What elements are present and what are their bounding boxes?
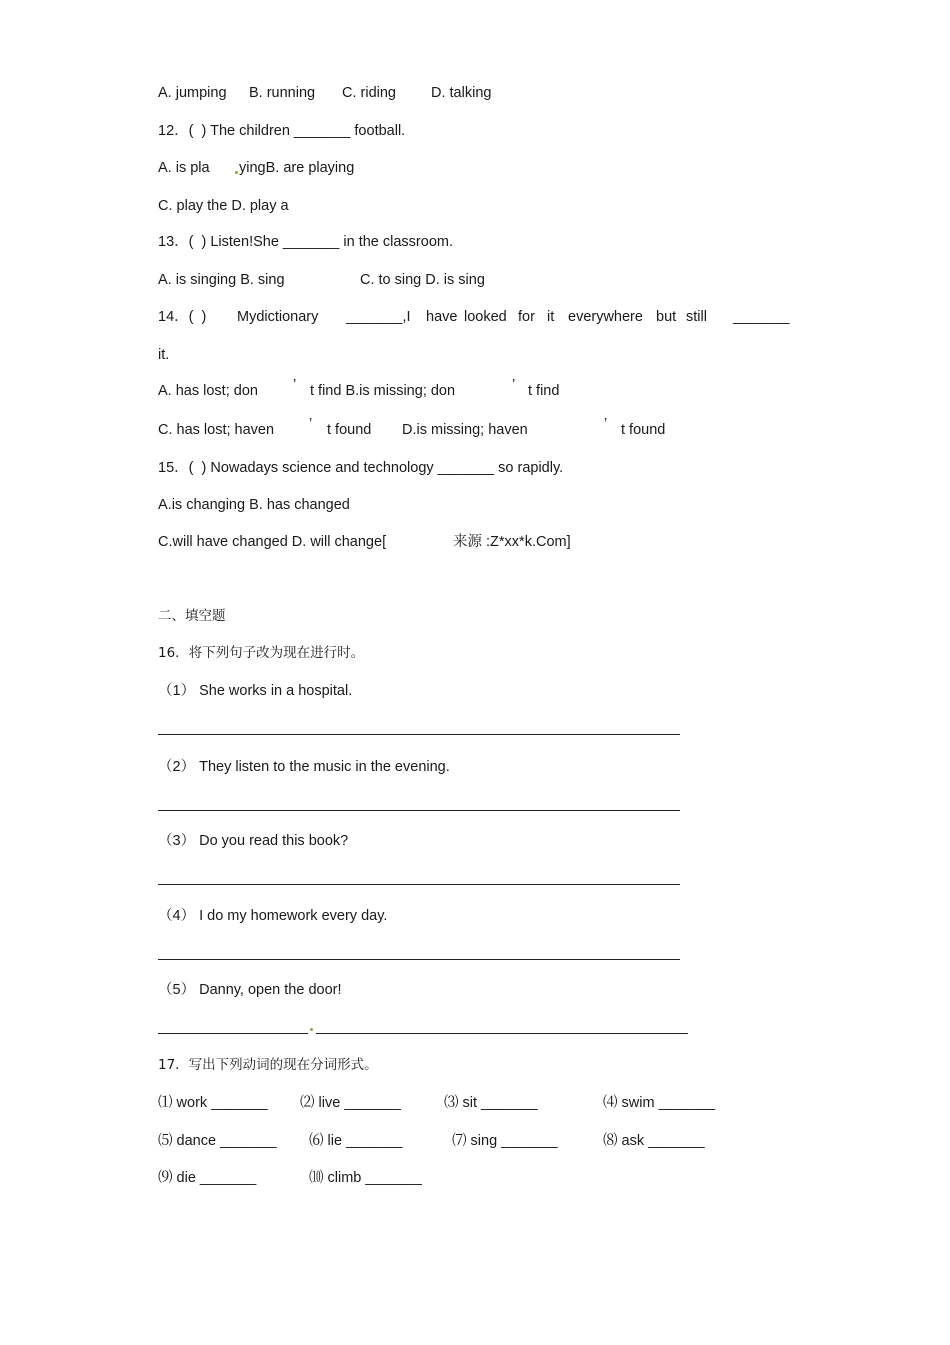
q14-continuation: it. bbox=[158, 347, 170, 363]
apostrophe: ’ bbox=[309, 416, 313, 432]
q16-item: （2） They listen to the music in the evening. bbox=[158, 759, 450, 775]
q14-option-ab: t find B.is missing; don bbox=[310, 383, 456, 399]
q17-item: ⑴ work _______ bbox=[158, 1095, 268, 1111]
section-title: 二、填空题 bbox=[158, 608, 226, 624]
q14-number: 14．( ) bbox=[158, 309, 207, 325]
q14-word: but bbox=[656, 309, 677, 325]
q17-item: ⑵ live _______ bbox=[300, 1095, 401, 1111]
answer-blank-line[interactable] bbox=[158, 884, 680, 885]
q13-options-ab: A. is singing B. sing bbox=[158, 272, 285, 288]
q15-stem: 15．( ) Nowadays science and technology _______ so rapidly. bbox=[158, 460, 564, 476]
q17-item: ⑸ dance _______ bbox=[158, 1133, 277, 1149]
q14-word: everywhere bbox=[568, 309, 643, 325]
q17-stem: 17．写出下列动词的现在分词形式。 bbox=[158, 1057, 378, 1073]
q17-item: ⑺ sing _______ bbox=[452, 1133, 558, 1149]
answer-blank-line[interactable] bbox=[158, 734, 680, 735]
answer-blank-line[interactable] bbox=[158, 1033, 308, 1034]
q14-word: still bbox=[686, 309, 707, 325]
stray-mark-icon bbox=[235, 171, 238, 174]
q14-word: have bbox=[426, 309, 458, 325]
source-watermark-text: 来源 :Z*xx*k.Com] bbox=[453, 534, 571, 550]
q17-item: ⑹ lie _______ bbox=[309, 1133, 403, 1149]
q13-stem: 13．( ) Listen!She _______ in the classroom. bbox=[158, 234, 453, 250]
q14-word: Mydictionary bbox=[237, 309, 319, 325]
q17-item: ⑻ ask _______ bbox=[603, 1133, 705, 1149]
q12-stem: 12．( ) The children _______ football. bbox=[158, 123, 406, 139]
q17-item: ⑶ sit _______ bbox=[444, 1095, 538, 1111]
q14-option-b-end: t find bbox=[528, 383, 560, 399]
apostrophe: ’ bbox=[293, 377, 297, 393]
q15-options-cd: C.will have changed D. will change[ bbox=[158, 534, 387, 550]
answer-blank-line[interactable] bbox=[158, 810, 680, 811]
q13-options-cd: C. to sing D. is sing bbox=[360, 272, 485, 288]
q15-options-ab: A.is changing B. has changed bbox=[158, 497, 350, 513]
q14-word: for bbox=[518, 309, 535, 325]
q14-word: _______ bbox=[733, 309, 790, 325]
q14-option-c: C. has lost; haven bbox=[158, 422, 275, 438]
q14-option-d-end: t found bbox=[621, 422, 666, 438]
q17-item: ⑽ climb _______ bbox=[309, 1170, 422, 1186]
answer-blank-line[interactable] bbox=[158, 959, 680, 960]
answer-blank-line[interactable] bbox=[316, 1033, 688, 1034]
q12-options-cd: C. play the D. play a bbox=[158, 198, 289, 214]
q17-item: ⑷ swim _______ bbox=[603, 1095, 716, 1111]
q11-option-d: D. talking bbox=[431, 85, 492, 101]
q14-word: looked bbox=[464, 309, 507, 325]
q14-option-c-end: t found bbox=[327, 422, 372, 438]
q14-option-d: D.is missing; haven bbox=[402, 422, 528, 438]
q16-item: （4） I do my homework every day. bbox=[158, 908, 388, 924]
q16-item: （1） She works in a hospital. bbox=[158, 683, 353, 699]
q12-options-ab-part1: A. is pla bbox=[158, 160, 210, 176]
q11-option-a: A. jumping bbox=[158, 85, 227, 101]
q16-stem: 16．将下列句子改为现在进行时。 bbox=[158, 645, 365, 661]
q14-word: _______,I bbox=[346, 309, 411, 325]
apostrophe: ’ bbox=[604, 416, 608, 432]
apostrophe: ’ bbox=[512, 377, 516, 393]
q17-item: ⑼ die _______ bbox=[158, 1170, 257, 1186]
q16-item: （5） Danny, open the door! bbox=[158, 982, 342, 998]
q14-option-a: A. has lost; don bbox=[158, 383, 258, 399]
q14-word: it bbox=[547, 309, 555, 325]
q16-item: （3） Do you read this book? bbox=[158, 833, 349, 849]
q12-options-ab-part2: yingB. are playing bbox=[239, 160, 355, 176]
q11-option-c: C. riding bbox=[342, 85, 396, 101]
q11-option-b: B. running bbox=[249, 85, 316, 101]
stray-mark-icon bbox=[310, 1028, 313, 1031]
